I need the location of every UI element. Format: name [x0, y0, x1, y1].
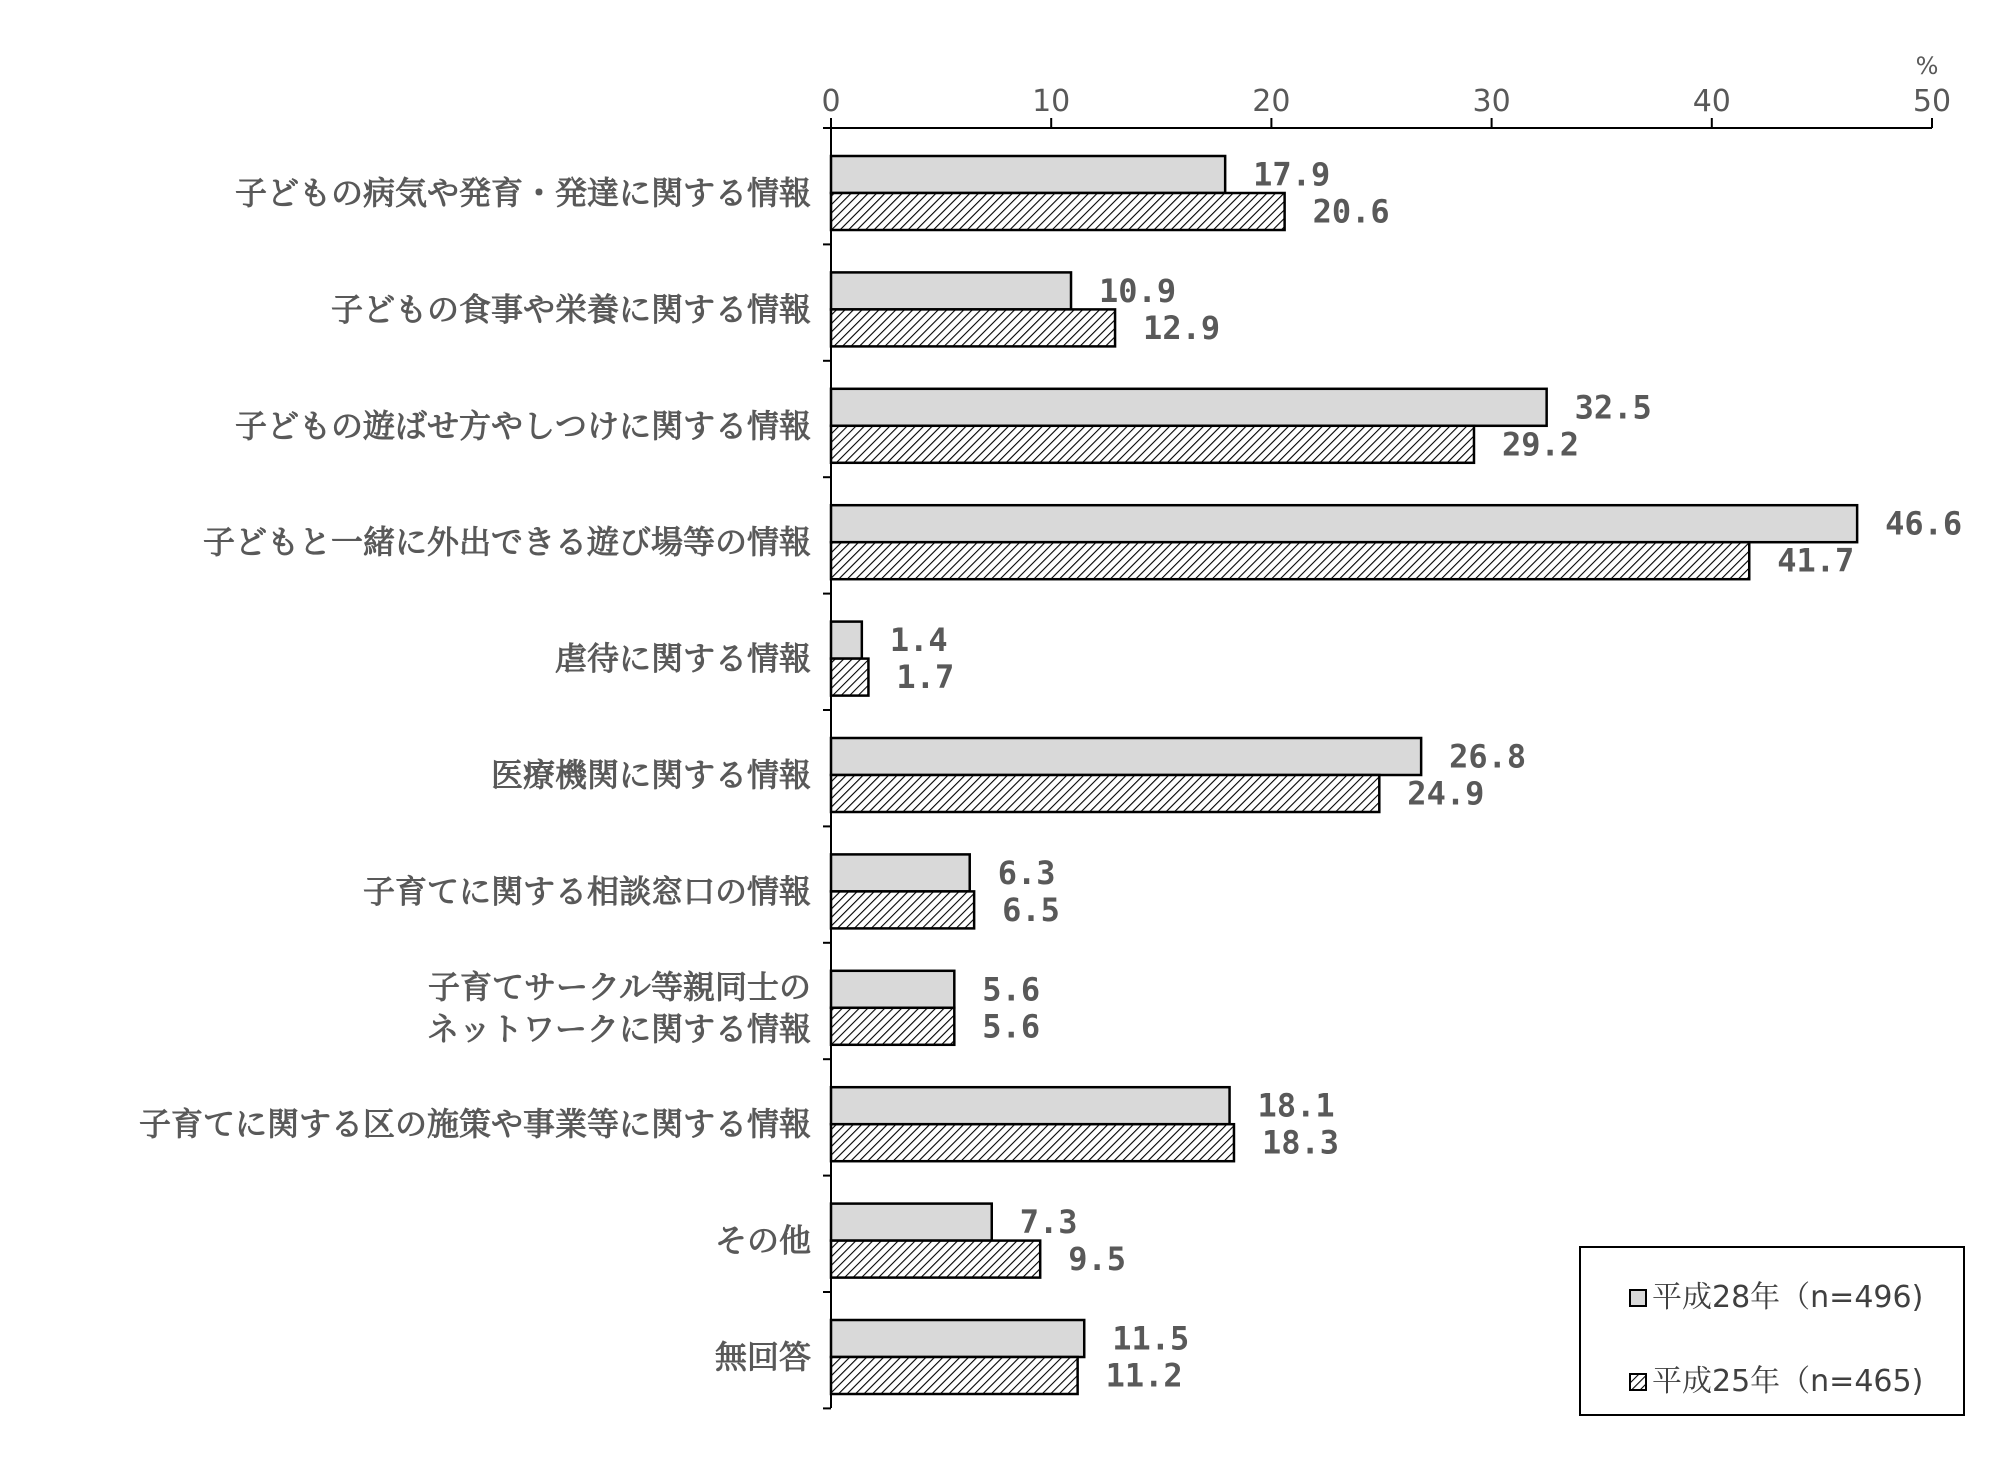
category-label: 子育てサークル等親同士の: [427, 967, 811, 1006]
bar-h28: [831, 389, 1547, 426]
bar-h25: [831, 775, 1379, 812]
bar-h25: [831, 426, 1474, 463]
value-label: 6.3: [997, 853, 1056, 892]
x-tick-label: 10: [1032, 84, 1071, 119]
bar-h28: [831, 156, 1225, 193]
legend-label: 平成28年（n=496): [1652, 1280, 1924, 1315]
category-label: ネットワークに関する情報: [426, 1009, 811, 1048]
bar-h28: [831, 1087, 1230, 1124]
value-label: 10.9: [1099, 271, 1177, 310]
category-labels: [139, 174, 811, 1376]
x-tick-label: 0: [821, 84, 841, 119]
bar-h28: [831, 622, 862, 659]
value-label: 9.5: [1068, 1240, 1126, 1279]
category-label: 子育てに関する区の施策や事業等に関する情報: [138, 1105, 811, 1144]
bar-h25: [831, 1357, 1078, 1394]
legend-label: 平成25年（n=465): [1652, 1364, 1924, 1399]
bar-h28: [831, 971, 954, 1008]
value-label: 46.6: [1885, 504, 1963, 543]
value-label: 18.1: [1257, 1086, 1335, 1125]
legend-swatch-h25: [1630, 1374, 1646, 1390]
value-label: 20.6: [1312, 192, 1390, 231]
category-label: 子どもの遊ばせ方やしつけに関する情報: [234, 406, 811, 445]
value-label: 32.5: [1574, 388, 1652, 427]
bar-h28: [831, 738, 1421, 775]
category-label: 子育てに関する相談窓口の情報: [362, 872, 811, 911]
value-label: 29.2: [1501, 425, 1580, 464]
bar-h25: [831, 309, 1115, 346]
x-tick-label: 30: [1472, 84, 1511, 119]
bar-h25: [831, 659, 868, 696]
value-label: 41.7: [1777, 541, 1855, 580]
x-tick-label: 50: [1912, 84, 1952, 119]
bar-h25: [831, 1241, 1040, 1278]
bar-h28: [831, 1320, 1084, 1357]
value-label: 6.5: [1002, 890, 1060, 929]
value-label: 18.3: [1261, 1123, 1340, 1162]
bar-h28: [831, 1204, 992, 1241]
bar-h28: [831, 505, 1857, 542]
legend-swatch-h28: [1630, 1290, 1646, 1306]
value-label: 24.9: [1407, 774, 1485, 813]
bars: [831, 156, 1962, 1395]
value-label: 1.4: [889, 621, 948, 660]
category-label: 無回答: [714, 1338, 811, 1376]
bar-h28: [831, 854, 970, 891]
category-label: 子どもと一緒に外出できる遊び場等の情報: [202, 523, 811, 562]
bar-h28: [831, 272, 1071, 309]
bar-h25: [831, 1124, 1234, 1161]
value-label: 12.9: [1143, 308, 1221, 347]
axis-unit-label: %: [1915, 52, 1939, 80]
value-label: 11.5: [1112, 1319, 1190, 1358]
category-label: 医療機関に関する情報: [490, 756, 811, 794]
category-label: 虐待に関する情報: [554, 639, 811, 678]
bar-h25: [831, 1008, 954, 1045]
bar-h25: [831, 193, 1285, 230]
bar-h25: [831, 891, 974, 928]
category-label: 子どもの病気や発育・発達に関する情報: [234, 174, 811, 212]
value-label: 1.7: [896, 658, 955, 697]
value-label: 17.9: [1253, 155, 1331, 194]
value-label: 26.8: [1449, 737, 1527, 776]
legend: [1580, 1247, 1964, 1415]
value-label: 7.3: [1019, 1203, 1078, 1242]
value-label: 11.2: [1105, 1356, 1183, 1395]
x-tick-label: 20: [1252, 84, 1291, 119]
value-label: 5.6: [982, 1007, 1041, 1046]
category-label: その他: [714, 1221, 811, 1260]
category-label: 子どもの食事や栄養に関する情報: [330, 290, 811, 329]
x-tick-label: 40: [1692, 84, 1731, 119]
value-label: 5.6: [982, 970, 1041, 1009]
bar-h25: [831, 542, 1749, 579]
